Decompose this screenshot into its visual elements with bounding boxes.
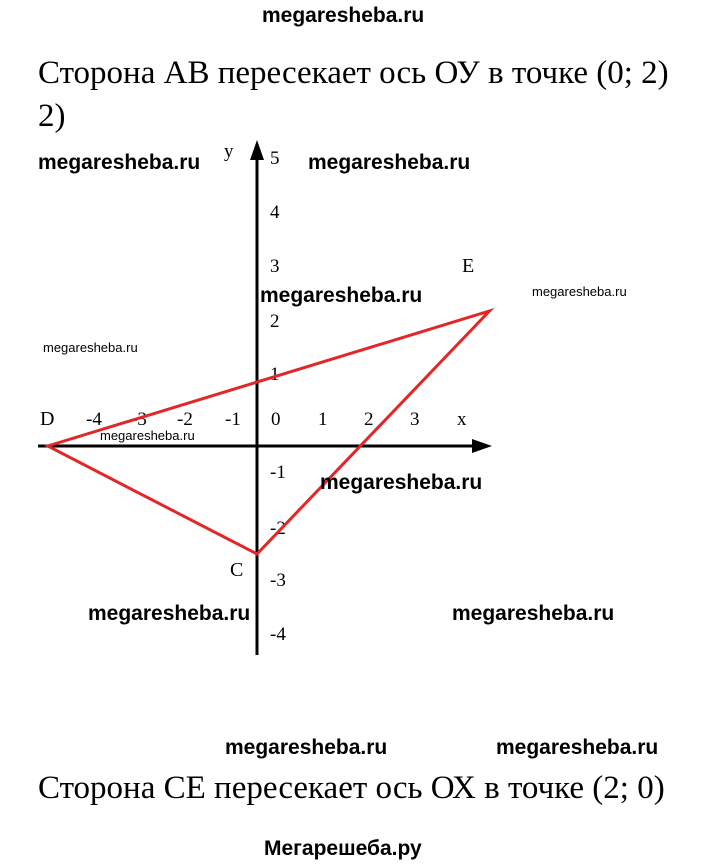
point-label-e: E	[462, 255, 475, 277]
x-tick-label: 0	[271, 409, 281, 430]
x-tick-label: -1	[225, 409, 241, 430]
statement-ab-line2: 2)	[38, 98, 66, 134]
watermark: megaresheba.ru	[225, 736, 388, 759]
watermark: megaresheba.ru	[88, 602, 251, 625]
statement-ce: Сторона СЕ пересекает ось ОХ в точке (2; 0)	[38, 770, 665, 806]
watermark: megaresheba.ru	[452, 602, 615, 625]
y-tick-label: 2	[270, 311, 280, 332]
x-tick-label: -3	[131, 409, 147, 430]
x-tick-label: -2	[177, 409, 193, 430]
y-tick-label: -3	[270, 570, 286, 591]
watermark: megaresheba.ru	[43, 340, 138, 355]
watermark: megaresheba.ru	[532, 284, 627, 299]
x-tick-label: 2	[364, 409, 374, 430]
point-label-c: C	[230, 559, 244, 581]
x-tick-label: -4	[86, 409, 102, 430]
x-tick-label: 3	[410, 409, 420, 430]
y-tick-label: -2	[270, 518, 286, 539]
y-tick-label: -1	[270, 462, 286, 483]
y-tick-label: 3	[270, 256, 280, 277]
y-tick-label: 1	[270, 364, 280, 385]
watermark: megaresheba.ru	[308, 151, 471, 174]
watermark: megaresheba.ru	[260, 284, 423, 307]
y-tick-label: 5	[270, 148, 280, 169]
statement-ab-line1: Сторона АВ пересекает ось ОУ в точке (0; 2)	[38, 55, 669, 91]
watermark: megaresheba.ru	[100, 428, 195, 443]
watermark: megaresheba.ru	[496, 736, 659, 759]
footer-watermark: Мегарешеба.ру	[264, 837, 422, 860]
watermark: megaresheba.ru	[38, 151, 201, 174]
x-tick-label: 1	[318, 409, 328, 430]
y-tick-label: 4	[270, 202, 280, 223]
y-axis-arrow	[250, 140, 264, 160]
y-tick-label: -4	[270, 624, 286, 645]
y-axis-label: y	[224, 141, 234, 162]
point-label-d: D	[40, 408, 55, 430]
watermark: megaresheba.ru	[320, 471, 483, 494]
x-axis-label: x	[457, 409, 467, 430]
header-watermark: megaresheba.ru	[262, 4, 425, 27]
x-axis-arrow	[472, 439, 492, 453]
